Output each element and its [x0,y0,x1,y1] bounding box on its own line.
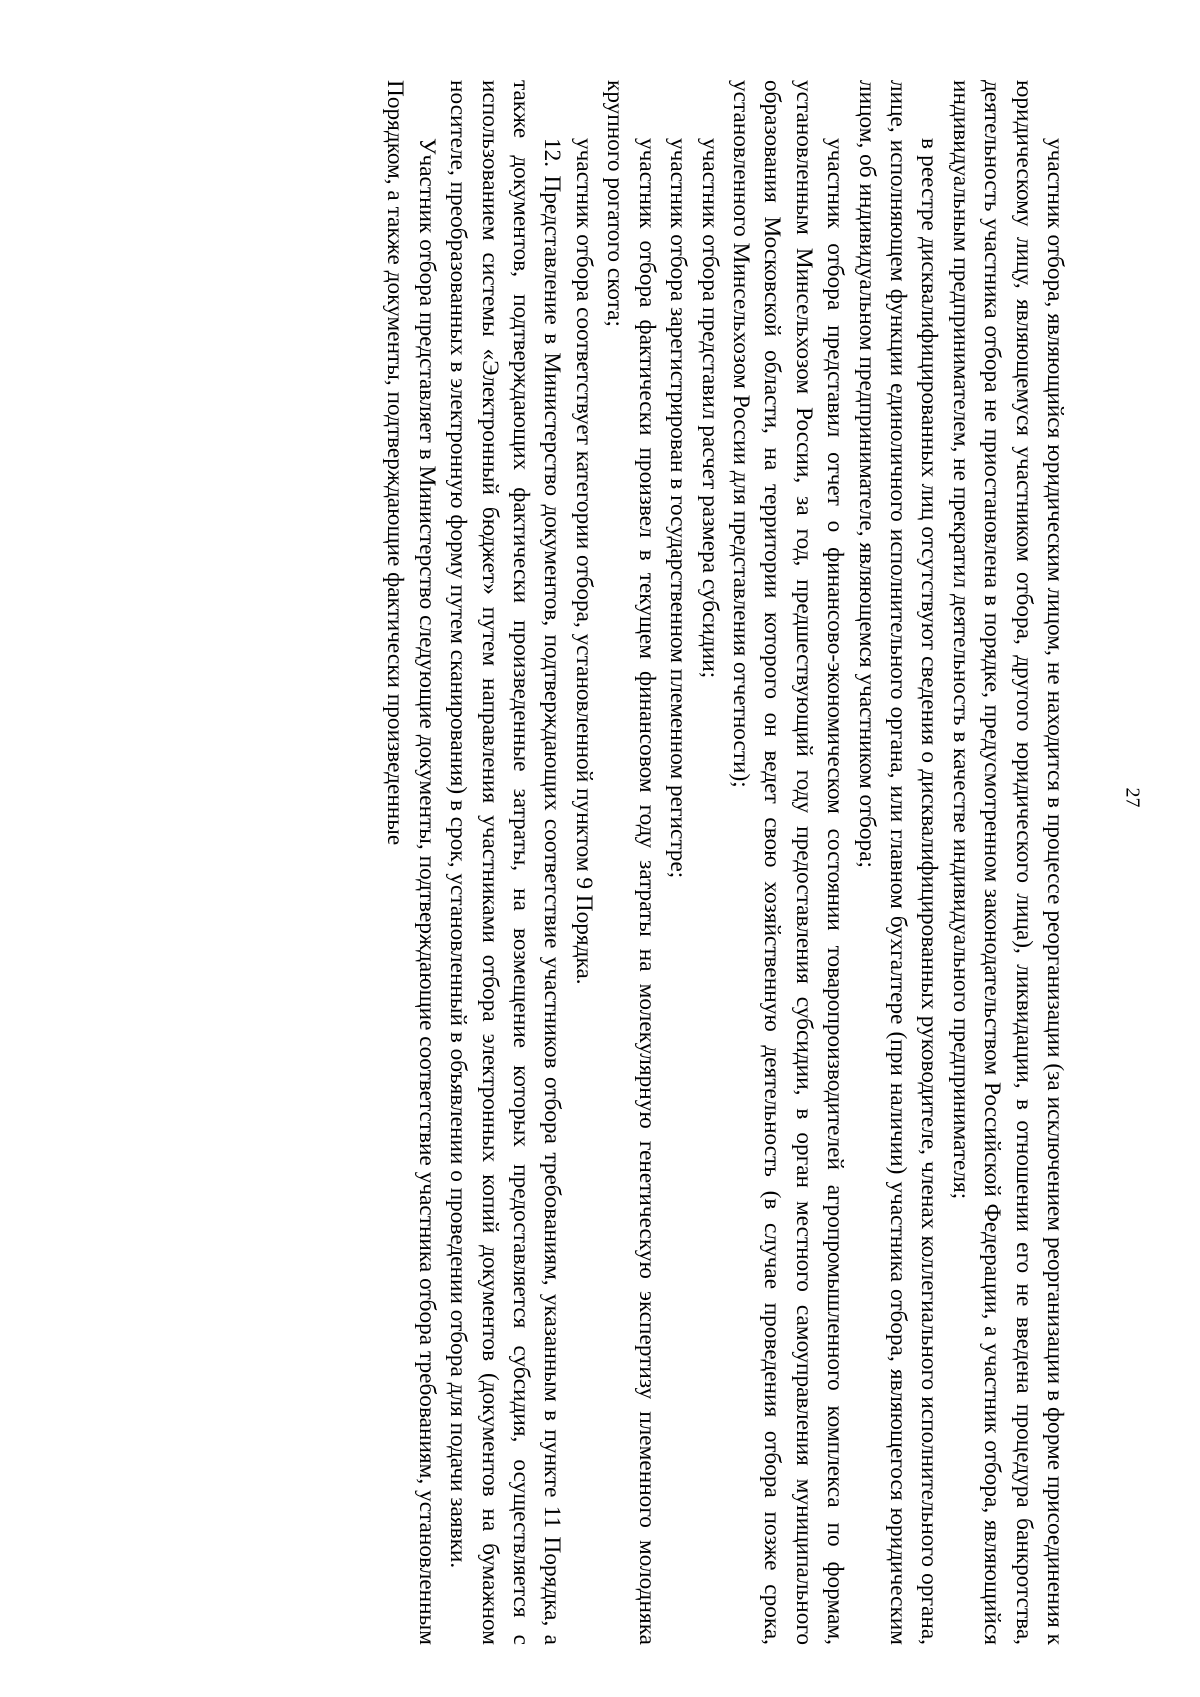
page-number: 27 [1121,787,1144,808]
paragraph-genetic-expertise: участник отбора фактически произвел в текущем финансовом году затраты на молекулярную генетическую экспертизу племенного молодняка крупного рогатого скота; [602,80,660,1645]
paragraph-item-12: 12. Представление в Министерство документов, подтверждающих соответствие участников отбора требованиям, указанным в пункте 11 Порядка, а также документов, подтверждающих фактически произведенные затраты, на возмещение которых предоставляется субсидия, осуществляется с использованием системы «Электронный бюджет» путем направления участниками отбора электронных копий документов (документов на бумажном носителе, преобразованных в электронную форму путем сканирования) в срок, установленный в объявлении о проведении отбора для подачи заявки. [445,80,566,1645]
paragraph-disqualified-registry: в реестре дисквалифицированных лиц отсутствуют сведения о дисквалифицированных руководителе, членах коллегиального исполнительного органа, лице, исполняющем функции единоличного исполнительного органа, или главном бухгалтере (при наличии) участника отбора, являющегося юридическим лицом, об индивидуальном предпринимателе, являющемся участником отбора; [853,80,943,1645]
paragraph-documents-submission: Участник отбора представляет в Министерство следующие документы, подтверждающие соответствие участника отбора требованиям, установленным Порядком, а также документы, подтверждающие фактически произведенные [382,80,440,1645]
paragraph-subsidy-calculation: участник отбора представил расчет размера субсидии; [696,138,723,679]
document-body [140,80,1070,1645]
paragraph-financial-report: участник отбора представил отчет о финансово-экономическом состоянии товаропроизводителей агропромышленного комплекса по формам, установленным Минсельхозом России, за год, предшествующий году предоставления субсидии, в орган местного самоуправления муниципального образования Московской области, на территории которого он ведет свою хозяйственную деятельность (в случае проведения отбора позже срока, установленного Минсельхозом России для представления отчетности); [727,80,849,1645]
paragraph-selection-category: участник отбора соответствует категории отбора, установленной пунктом 9 Порядка. [570,138,597,985]
paragraph-reorganization: участник отбора, являющийся юридическим лицом, не находится в процессе реорганизации (за исключением реорганизации в форме присоединения к юридическому лицу, являющемуся участником отбора, другого юридического лица), ликвидации, в отношении его не введена процедура банкротства, деятельность участника отбора не приостановлена в порядке, предусмотренном законодательством Российской Федерации, а участник отбора, являющийся индивидуальным предпринимателем, не прекратил деятельность в качестве индивидуального предпринимателя; [947,80,1068,1645]
paragraph-breeding-register: участник отбора зарегистрирован в государственном племенном регистре; [665,138,692,879]
